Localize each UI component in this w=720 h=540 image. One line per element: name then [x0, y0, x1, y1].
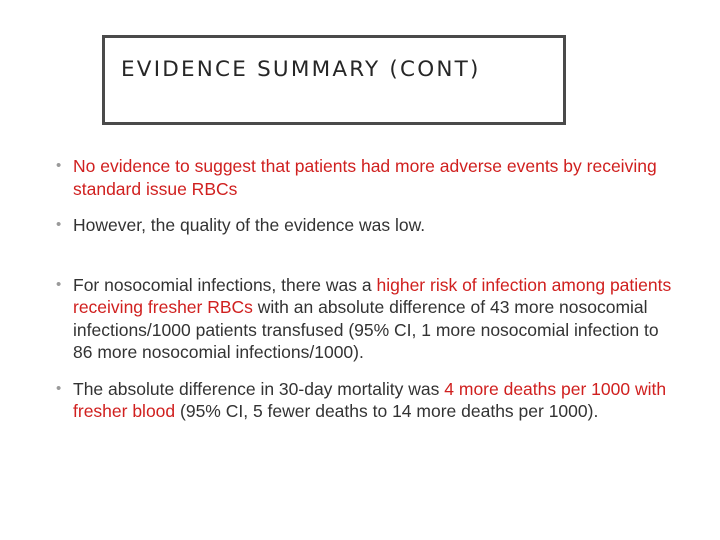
bullet-item-mortality [56, 378, 676, 423]
bullet-item-no-adverse-events [56, 155, 676, 200]
bullet-text-highlight: 4 more deaths per 1000 with fresher blood [73, 378, 667, 421]
bullet-text: For nosocomial infections, there was a [73, 274, 377, 295]
bullet-dot-icon: • [56, 216, 62, 233]
bullet-text: (95% CI, 5 fewer deaths to 14 more deaths per 1000). [175, 401, 599, 421]
bullet-text: with an absolute difference of 43 more nosocomial infections/1000 patients transfused (95% CI, 1 more nosocomial infection to 86 more nosocomial infections/1000). [73, 297, 659, 362]
title-box [102, 35, 566, 125]
bullet-text-highlight: No evidence to suggest that patients had more adverse events by receiving standard issue RBCs [73, 156, 657, 199]
bullet-dot-icon: • [56, 379, 62, 397]
bullet-list [56, 155, 676, 423]
bullet-item-nosocomial-infections [56, 274, 676, 364]
bullet-text: The absolute difference in 30-day mortality was [73, 378, 445, 399]
bullet-item-evidence-quality [56, 214, 676, 237]
bullet-text-highlight: higher risk of infection among patients receiving fresher RBCs [73, 274, 672, 317]
slide-title: EVIDENCE SUMMARY (CONT) [121, 57, 481, 82]
bullet-text: However, the quality of the evidence was low. [73, 215, 426, 235]
bullet-dot-icon: • [56, 157, 62, 174]
bullet-dot-icon: • [56, 275, 62, 293]
